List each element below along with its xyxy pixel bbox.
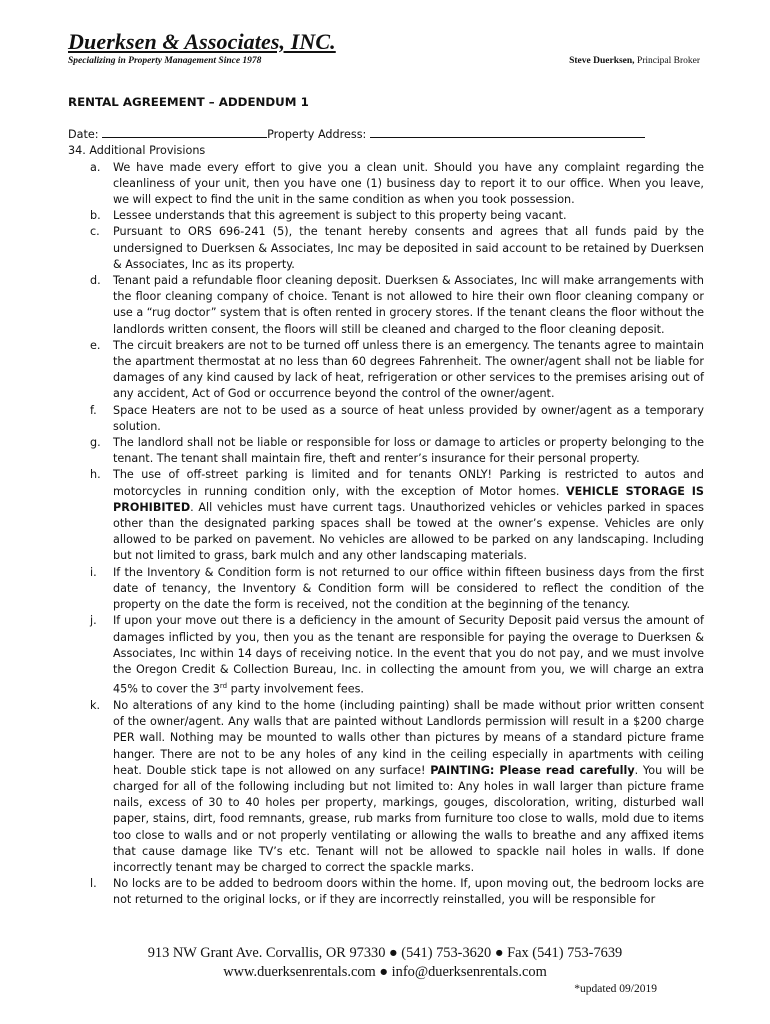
footer-address: 913 NW Grant Ave. Corvallis, OR 97330 ● (541) 753-3620 ● Fax (541) 753-7639 (147, 945, 623, 961)
provision-text: No locks are to be added to bedroom doors within the home. If, upon moving out, the bedroom locks are not returned to the original locks, or if they are incorrectly reinstalled, you will be responsible for (113, 877, 704, 907)
provision-letter: g. (90, 436, 101, 450)
provisions-list (68, 160, 704, 909)
vehicle-storage-warning: VEHICLE STORAGE IS PROHIBITED (113, 484, 704, 514)
provision-j (68, 613, 704, 698)
provision-letter: b. (90, 209, 101, 223)
broker-line (569, 56, 700, 66)
provision-letter: i. (90, 565, 97, 579)
broker-title: Principal Broker (634, 56, 700, 66)
provision-e (68, 338, 704, 403)
provision-letter: e. (90, 338, 101, 352)
provision-k (68, 698, 704, 876)
footer-contact: www.duerksenrentals.com ● info@duerksenrentals.com (223, 964, 547, 980)
provision-text-cont: party involvement fees. (227, 682, 364, 696)
property-address-blank[interactable] (370, 126, 645, 138)
provision-g (68, 435, 704, 467)
provision-letter: j. (90, 614, 97, 628)
footer-updated: *updated 09/2019 (574, 983, 657, 995)
provision-c (68, 224, 704, 273)
provision-text: If the Inventory & Condition form is not returned to our office within fifteen business days from the first date of tenancy, the Inventory & Condition form will be considered to reflect the condition of the property on the date the form is received, not the condition at the beginning of the tenancy. (113, 565, 704, 612)
provision-letter: a. (90, 160, 101, 174)
company-name: Duerksen & Associates, INC. (68, 29, 336, 54)
painting-warning: PAINTING: Please read carefully (430, 763, 635, 777)
provision-letter: l. (90, 877, 97, 891)
provision-letter: h. (90, 468, 101, 482)
provision-text: Pursuant to ORS 696-241 (5), the tenant hereby consents and agrees that all funds paid by the undersigned to Duerksen & Associates, Inc may be deposited in said account to be retained by Duerksen & Associates, Inc as its property. (113, 225, 704, 271)
company-tagline: Specializing in Property Management Since 1978 (68, 56, 262, 66)
provision-text: The landlord shall not be liable or responsible for loss or damage to articles or property belonging to the tenant. The tenant shall maintain fire, theft and renter’s insurance for their personal property. (113, 436, 704, 466)
provision-b (68, 208, 704, 224)
provision-letter: d. (90, 274, 101, 288)
provision-h (68, 467, 704, 564)
provision-text: If upon your move out there is a deficiency in the amount of Security Deposit paid versus the amount of damages inflicted by you, then you as the tenant are responsible for paying the overage to Duerksen & Associates, Inc within 14 days of receiving notice. In the event that you do not pay, and we must involve the Oregon Credit & Collection Bureau, Inc. in collecting the amount from you, we will charge an extra 45% to cover the 3 (113, 614, 704, 696)
provision-text: We have made every effort to give you a clean unit. Should you have any complaint regarding the cleanliness of your unit, then you have one (1) business day to report it to our office. When you leave, we will expect to find the unit in the same condition as when you took possession. (113, 160, 704, 207)
provision-text: The use of off-street parking is limited and for tenants ONLY! Parking is restricted to autos and motorcycles in running condition only, with the exception of Motor homes. (113, 468, 704, 498)
provision-letter: k. (90, 699, 101, 713)
section-heading: 34. Additional Provisions (68, 144, 206, 158)
provision-text: Space Heaters are not to be used as a source of heat unless provided by owner/agent as a temporary solution. (113, 403, 704, 433)
document-title: RENTAL AGREEMENT – ADDENDUM 1 (68, 95, 309, 109)
provision-l (68, 876, 704, 908)
date-address-line (68, 126, 704, 143)
provision-f (68, 403, 704, 435)
provision-letter: f. (90, 403, 97, 417)
provision-text-cont: . You will be charged for all of the following including but not limited to: Any holes in wall larger than picture frame nails, excess of 30 to 40 holes per property, markings, gouges, discoloration, writing, disturbed wall paper, stains, dirt, food remnants, grease, rub marks from furniture too close to walls, mold due to items too close to walls and or not properly ventilating or allowing the walls to breathe and any affixed items that cause damage like TV’s etc. Tenant will not be allowed to spackle nail holes in walls. If done incorrectly tenant may be charged to correct the spackle marks. (113, 763, 705, 875)
date-label: Date: (68, 128, 103, 142)
provision-letter: c. (90, 225, 100, 239)
provision-text: Tenant paid a refundable floor cleaning deposit. Duerksen & Associates, Inc will make arrangements with the floor cleaning company of choice. Tenant is not allowed to hire their own floor cleaning company or use a “rug doctor” system that is often rented in grocery stores. If the tenant cleans the floor without the landlords written consent, the floors will still be cleaned and charged to the floor cleaning deposit. (113, 274, 704, 336)
date-blank[interactable] (102, 126, 267, 138)
provision-text-cont: . All vehicles must have current tags. Unauthorized vehicles or vehicles parked in spaces other than the designated parking spaces shall be towed at the owner’s expense. Vehicles are only allowed to be parked on pavement. No vehicles are allowed to be parked on any landscaping. Including but not limited to grass, bark mulch and any other landscaping materials. (113, 500, 704, 563)
broker-name: Steve Duerksen, (569, 56, 635, 66)
superscript-rd: rd (219, 682, 228, 691)
property-address-label: Property Address: (267, 128, 370, 142)
provision-a (68, 160, 704, 209)
provision-d (68, 273, 704, 338)
provision-text: No alterations of any kind to the home (including painting) shall be made without prior written consent of the owner/agent. Any walls that are painted without Landlords permission will result in a $200 charge PER wall. Nothing may be mounted to walls other than pictures by means of a standard picture frame hanger. There are not to be any holes of any kind in the ceiling especially in apartments with ceiling heat. Double stick tape is not allowed on any surface! (113, 699, 704, 777)
provision-text: Lessee understands that this agreement is subject to this property being vacant. (113, 209, 567, 223)
document-body (68, 94, 704, 909)
provision-i (68, 565, 704, 614)
provision-text: The circuit breakers are not to be turned off unless there is an emergency. The tenants agree to maintain the apartment thermostat at no less than 60 degrees Fahrenheit. The owner/agent shall not be liable for damages of any kind caused by lack of heat, refrigeration or other services to the premises arising out of any accident, Act of God or occurrence beyond the control of the owner/agent. (113, 338, 704, 401)
